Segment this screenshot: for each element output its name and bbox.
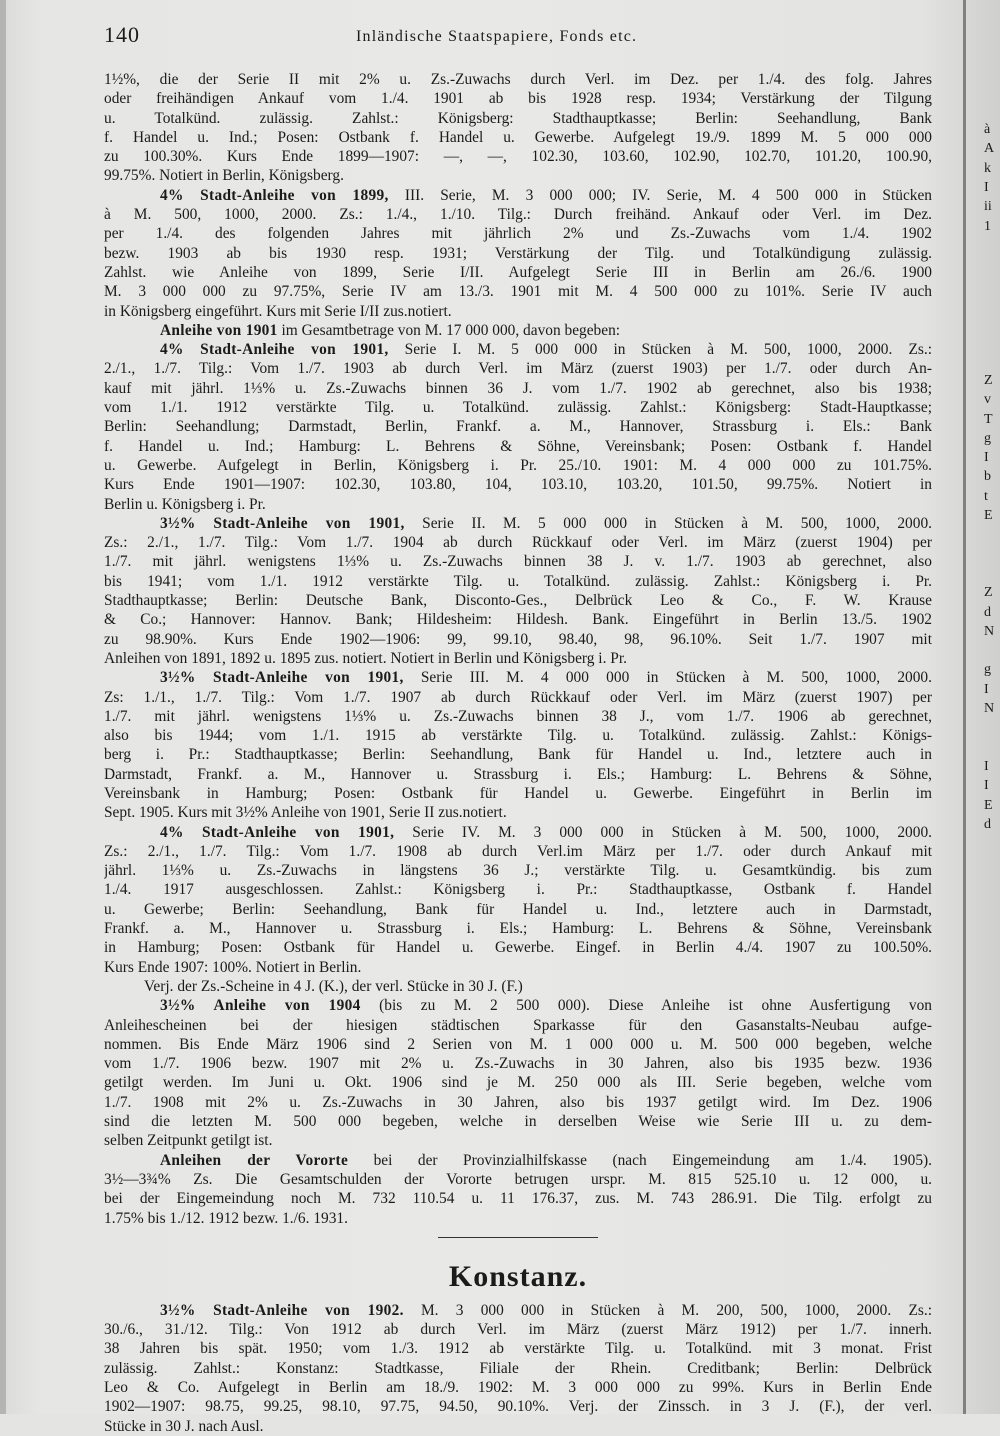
section-separator — [104, 1228, 932, 1247]
text-line — [104, 861, 932, 880]
line-text: 38 Jahren bis spät. 1950; vom 1./3. 1912 ab verstärkte Tilg. u. Totalkünd. mit 3 monat. Frist — [104, 1340, 932, 1358]
line-text: M. 3 000 000 in Stücken à M. 200, 500, 1000, 2000. Zs.: — [403, 1301, 932, 1319]
line-text: 1./7. mit jährl. wenigstens 1⅓% u. Zs.-Zuwachs binnen 38 J., vom 1./7. 1906 ab gerechnet, — [104, 707, 932, 725]
text-line — [104, 166, 932, 185]
paragraph — [104, 668, 932, 822]
line-text: 30./6., 31./12. Tilg.: Von 1912 ab durch Verl. im März (zuerst März 1912) per 1./7. innerh. — [104, 1321, 932, 1339]
paragraph — [104, 1151, 932, 1228]
text-line — [104, 340, 932, 359]
text-line — [104, 514, 932, 533]
line-text: III. Serie, M. 3 000 000; IV. Serie, M. 4 500 000 in Stücken — [388, 186, 932, 204]
article-body — [104, 70, 932, 1436]
text-line — [104, 823, 932, 842]
text-line — [104, 803, 932, 822]
text-line — [104, 552, 932, 571]
margin-fragment: I — [984, 450, 989, 466]
line-text: f. Handel u. Ind.; Hamburg: L. Behrens & Söhne, Vereinsbank; Posen: Ostbank f. Handel — [104, 437, 932, 455]
entry-heading: 3½% Anleihe von 1904 — [160, 997, 361, 1015]
line-text: sind die letzten M. 500 000 begeben, welche in derselben Weise wie Serie III u. zu dem- — [104, 1113, 932, 1131]
text-line — [104, 900, 932, 919]
text-line — [104, 398, 932, 417]
entry-heading: 3½% Stadt-Anleihe von 1901, — [160, 514, 405, 532]
margin-fragment: g — [984, 430, 991, 446]
text-line — [104, 745, 932, 764]
margin-fragment: T — [984, 411, 993, 427]
margin-fragment: N — [984, 701, 995, 716]
line-text: Vereinsbank in Hamburg; Posen: Ostbank für Handel u. Gewerbe. Eingeführt in Berlin im — [104, 784, 932, 802]
line-text: 1./7. 1908 mit 2% u. Zs.-Zuwachs in 30 Jahren, also bis 1937 getilgt wird. Im Dez. 1906 — [104, 1093, 932, 1111]
paragraph — [104, 340, 932, 514]
text-line — [104, 1093, 932, 1112]
text-line — [104, 1339, 932, 1358]
line-text: Sept. 1905. Kurs mit 3½% Anleihe von 1901, Serie II zus.notiert. — [104, 804, 507, 822]
section-heading: Konstanz. — [448, 1259, 588, 1293]
line-text: zulässig. Zahlst.: Konstanz: Stadtkasse, Filiale der Rhein. Creditbank; Berlin: Delbrück — [104, 1359, 932, 1377]
text-line — [104, 417, 932, 436]
text-line — [104, 1016, 932, 1035]
text-line — [104, 630, 932, 649]
margin-fragment: t — [984, 488, 988, 504]
margin-fragment: 1 — [984, 218, 991, 234]
text-line — [104, 1209, 932, 1228]
text-line — [104, 475, 932, 494]
line-text: Kurs Ende 1907: 100%. Notiert in Berlin. — [104, 958, 362, 976]
line-text: bei der Provinzialhilfskasse (nach Eingemeindung am 1./4. 1905). — [348, 1151, 932, 1169]
text-line — [104, 147, 932, 166]
text-line — [104, 1189, 932, 1208]
text-line — [104, 1112, 932, 1131]
text-line — [104, 533, 932, 552]
running-title: Inländische Staatspapiere, Fonds etc. — [356, 28, 638, 45]
text-line — [104, 89, 932, 108]
text-line — [104, 938, 932, 957]
line-text: u. Gewerbe; Berlin: Seehandlung, Bank für Handel u. Ind., letztere auch in Darmstadt, — [104, 900, 932, 918]
line-text: vom 1./7. 1906 bezw. 1907 mit 2% u. Zs.-Zuwachs in 30 Jahren, also bis 1935 bezw. 1936 — [104, 1055, 932, 1073]
line-text: Zs: 1./1., 1./7. Tilg.: Vom 1./7. 1907 ab durch Rückkauf oder Verl. im März (zuerst 1907) per — [104, 688, 932, 706]
margin-fragment: I — [984, 681, 989, 697]
paragraph — [104, 996, 932, 1150]
text-line — [104, 70, 932, 89]
line-text: per 1./4. des folgenden Jahres mit jährlich 2% und Zs.-Zuwachs vom 1./4. 1902 — [104, 225, 932, 243]
line-text: bezw. 1903 ab bis 1930 resp. 1931; Verstärkung der Tilg. und Totalkündigung zulässig. — [104, 244, 932, 262]
line-text: bei der Eingemeindung noch M. 732 110.54 u. 11 176.37, zus. M. 743 286.91. Die Tilg. erfolgt zu — [104, 1190, 932, 1208]
text-line — [104, 919, 932, 938]
line-text: Stücke in 30 J. nach Ausl. — [104, 1417, 264, 1435]
text-line — [104, 1054, 932, 1073]
text-line — [104, 1359, 932, 1378]
text-line — [104, 688, 932, 707]
line-text: u. Totalkünd. zulässig. Zahlst.: Königsberg: Stadthauptkasse; Berlin: Seehandlung, Bank — [104, 109, 932, 127]
page-number: 140 — [104, 22, 140, 47]
line-text: Anleihen von 1891, 1892 u. 1895 zus. notiert. Notiert in Berlin und Königsberg i. Pr. — [104, 649, 627, 667]
text-line — [104, 495, 932, 514]
line-text: u. Gewerbe. Aufgelegt in Berlin, Königsberg i. Pr. 25./10. 1901: M. 4 000 000 zu 101.75%. — [104, 456, 932, 474]
line-text: Serie II. M. 5 000 000 in Stücken à M. 500, 1000, 2000. — [404, 514, 932, 532]
margin-fragment: I — [984, 758, 989, 774]
text-line — [104, 1170, 932, 1189]
line-text: Verj. der Zs.-Scheine in 4 J. (K.), der verl. Stücke in 30 J. (F.) — [144, 977, 523, 995]
text-line — [104, 456, 932, 475]
line-text: Zs.: 2./1., 1./7. Tilg.: Vom 1./7. 1904 ab durch Rückkauf oder Verl. im März (zuerst 1904) per — [104, 534, 932, 552]
line-text: Berlin u. Königsberg i. Pr. — [104, 495, 266, 513]
line-text: 3½—3¾% Zs. Die Gesamtschulden der Vororte betrugen urspr. M. 815 525.10 u. 12 000, u. — [104, 1170, 932, 1188]
line-text: also bis 1944; vom 1./1. 1915 ab verstärkte Tilg. u. Totalkünd. zulässig. Zahlst.: Königs- — [104, 727, 932, 745]
line-text: Serie III. M. 4 000 000 in Stücken à M. 500, 1000, 2000. — [403, 669, 932, 687]
text-line — [104, 302, 932, 321]
line-text: f. Handel u. Ind.; Posen: Ostbank f. Handel u. Gewerbe. Aufgelegt 19./9. 1899 M. 5 000 000 — [104, 128, 932, 146]
text-line — [104, 321, 932, 340]
line-text: Anleihescheinen bei der hiesigen städtischen Sparkasse für den Gasanstalts-Neubau aufge- — [104, 1016, 932, 1034]
line-text: zu 100.30%. Kurs Ende 1899—1907: —, —, 102.30, 103.60, 102.90, 102.70, 101.20, 100.90, — [104, 148, 932, 166]
text-line — [104, 1378, 932, 1397]
separator-rule — [438, 1237, 598, 1238]
line-text: Frankf. a. M., Hannover u. Strassburg i. Els.; Hamburg: L. Behrens & Söhne, Vereinsbank — [104, 920, 932, 938]
text-line — [104, 610, 932, 629]
text-line — [104, 842, 932, 861]
line-text: 1./4. 1917 ausgeschlossen. Zahlst.: Königsberg i. Pr.: Stadthauptkasse, Ostbank f. Handel — [104, 881, 932, 899]
text-line — [104, 205, 932, 224]
paragraph — [104, 977, 932, 996]
margin-fragment: E — [984, 508, 993, 523]
line-text: Serie IV. M. 3 000 000 in Stücken à M. 500, 1000, 2000. — [394, 823, 932, 841]
margin-fragment: v — [984, 392, 991, 408]
text-line — [104, 379, 932, 398]
line-text: (bis zu M. 2 500 000). Diese Anleihe ist ohne Ausfertigung von — [360, 997, 932, 1015]
margin-fragment: g — [984, 662, 991, 678]
line-text: bis 1941; vom 1./1. 1912 verstärkte Tilg. u. Totalkünd. zulässig. Zahlst.: Königsberg i. Pr. — [104, 572, 932, 590]
line-text: Zahlst. wie Anleihe von 1899, Serie I/II. Aufgelegt Serie III in Berlin am 26./6. 1900 — [104, 263, 932, 281]
line-text: berg i. Pr.: Stadthauptkasse; Berlin: Seehandlung, Bank für Handel u. Ind., letztere auch in — [104, 746, 932, 764]
text-line — [104, 437, 932, 456]
text-line — [104, 1320, 932, 1339]
paragraph — [104, 186, 932, 321]
text-line — [104, 244, 932, 263]
line-text: Kurs Ende 1901—1907: 102.30, 103.80, 104, 103.10, 103.20, 101.50, 99.75%. Notiert in — [104, 476, 932, 494]
entry-heading: 4% Stadt-Anleihe von 1901, — [160, 823, 395, 841]
entry-heading: 3½% Stadt-Anleihe von 1902. — [160, 1301, 404, 1319]
text-line — [104, 1151, 932, 1170]
line-text: getilgt werden. Im Juni u. Okt. 1906 sind je M. 250 000 als III. Serie begeben, welche vom — [104, 1074, 932, 1092]
line-text: zu 98.90%. Kurs Ende 1902—1906: 99, 99.10, 98.40, 98, 96.10%. Seit 1./7. 1907 mit — [104, 630, 932, 648]
line-text: 99.75%. Notiert in Berlin, Königsberg. — [104, 167, 344, 185]
line-text: oder freihändigen Ankauf vom 1./4. 1901 ab bis 1928 resp. 1934; Verstärkung der Tilgung — [104, 90, 932, 108]
margin-fragment: A — [984, 141, 995, 157]
margin-fragment: k — [984, 160, 991, 176]
line-text: & Co.; Hannover: Hannov. Bank; Hildesheim: Hildesh. Bank. Eingeführt in Berlin 13./5. 1902 — [104, 611, 932, 629]
line-text: in Hamburg; Posen: Ostbank für Handel u. Gewerbe. Eingef. in Berlin 4./4. 1907 zu 100.50%. — [104, 939, 932, 957]
margin-fragment: Z — [984, 585, 993, 601]
text-line — [104, 263, 932, 282]
line-text: 1.75% bis 1./12. 1912 bezw. 1./6. 1931. — [104, 1209, 348, 1227]
text-line — [104, 224, 932, 243]
margin-fragment: Z — [984, 372, 993, 388]
line-text: Serie I. M. 5 000 000 in Stücken à M. 500, 1000, 2000. Zs.: — [388, 341, 932, 359]
text-line — [104, 649, 932, 668]
line-text: Stadthauptkasse; Berlin: Deutsche Bank, Disconto-Ges., Delbrück Leo & Co., F. W. Krause — [104, 592, 932, 610]
text-line — [104, 1131, 932, 1150]
text-line — [104, 707, 932, 726]
margin-fragment: b — [984, 469, 991, 485]
margin-fragment: I — [984, 778, 989, 794]
line-text: Darmstadt, Frankf. a. M., Hannover u. Strassburg i. Els.; Hamburg: L. Behrens & Söhne, — [104, 765, 932, 783]
text-line — [104, 591, 932, 610]
text-line — [104, 880, 932, 899]
paragraph — [104, 70, 932, 186]
entry-heading: Anleihen der Vororte — [160, 1151, 349, 1169]
text-line — [104, 958, 932, 977]
text-line — [104, 765, 932, 784]
page-left-edge-shadow — [0, 0, 6, 1414]
paragraph — [104, 823, 932, 977]
line-text: 2./1., 1./7. Tilg.: Vom 1./7. 1903 ab durch Verl. im März (zuerst 1903) per 1./7. oder durch An- — [104, 360, 932, 378]
line-text: jährl. 1⅓% u. Zs.-Zuwachs in längstens 36 J.; verstärkte Tilg. u. Gesamtkündig. bis zum — [104, 862, 932, 880]
line-text: kauf mit jährl. 1⅓% u. Zs.-Zuwachs binnen 36 J. vom 1./7. 1902 ab gerechnet, also bis 1938; — [104, 379, 932, 397]
line-text: im Gesamtbetrage von M. 17 000 000, davon begeben: — [277, 321, 621, 339]
line-text: Leo & Co. Aufgelegt in Berlin am 18./9. 1902: M. 3 000 000 zu 99%. Kurs in Berlin Ende — [104, 1379, 932, 1396]
text-line — [104, 282, 932, 301]
margin-fragment: d — [984, 604, 991, 620]
margin-fragment: d — [984, 816, 991, 832]
paragraph — [104, 321, 932, 340]
text-line — [104, 784, 932, 803]
text-line — [104, 1301, 932, 1320]
text-line — [104, 109, 932, 128]
line-text: nommen. Bis Ende März 1906 sind 2 Serien von M. 1 000 000 u. M. 500 000 begeben, welche — [104, 1035, 932, 1053]
line-text: à M. 500, 1000, 2000. Zs.: 1./4., 1./10. Tilg.: Durch freihänd. Ankauf oder Verl. im Dez. — [104, 206, 932, 224]
margin-fragment: N — [984, 623, 995, 639]
paragraph — [104, 514, 932, 668]
line-text: 1½%, die der Serie II mit 2% u. Zs.-Zuwachs durch Verl. im Dez. per 1./4. des folg. Jahres — [104, 71, 932, 88]
line-text: vom 1./1. 1912 verstärkte Tilg. u. Totalkünd. zulässig. Zahlst.: Königsberg: Stadt-Hauptkasse; — [104, 399, 932, 417]
text-line — [104, 668, 932, 687]
line-text: M. 3 000 000 zu 97.75%, Serie IV am 13./3. 1901 mit M. 4 500 000 zu 101%. Serie IV auch — [104, 283, 932, 301]
line-text: Berlin: Seehandlung; Darmstadt, Berlin, Frankf. a. M., Hannover, Strassburg i. Els.: Bank — [104, 418, 932, 436]
line-text: selben Zeitpunkt getilgt ist. — [104, 1132, 273, 1150]
binding-gutter-line — [963, 0, 966, 1414]
margin-fragment: I — [984, 179, 989, 195]
margin-fragment: E — [984, 797, 993, 813]
entry-heading: 4% Stadt-Anleihe von 1901, — [160, 341, 389, 359]
text-line — [104, 977, 932, 996]
text-line — [104, 726, 932, 745]
line-text: Zs.: 2./1., 1./7. Tilg.: Vom 1./7. 1908 ab durch Verl.im März per 1./7. oder durch Ankauf mit — [104, 842, 932, 860]
entry-heading: 3½% Stadt-Anleihe von 1901, — [160, 669, 404, 687]
text-line — [104, 1073, 932, 1092]
text-line — [104, 359, 932, 378]
paragraph — [104, 1301, 932, 1436]
text-line — [104, 996, 932, 1015]
line-text: 1902—1907: 98.75, 99.25, 98.10, 97.75, 94.50, 90.10%. Verj. der Zinssch. in 3 J. (F.), der verl. — [104, 1398, 932, 1416]
margin-fragment: à — [984, 122, 991, 137]
line-text: 1./7. mit jährl. wenigstens 1⅓% u. Zs.-Zuwachs binnen 38 J. v. 1./7. 1903 ab gerechnet, also — [104, 553, 932, 571]
line-text: in Königsberg eingeführt. Kurs mit Serie I/II zus.notiert. — [104, 302, 452, 320]
text-line — [104, 1035, 932, 1054]
text-line — [104, 572, 932, 591]
entry-heading: Anleihe von 1901 — [160, 321, 278, 339]
text-line — [104, 128, 932, 147]
text-line — [104, 186, 932, 205]
entry-heading: 4% Stadt-Anleihe von 1899, — [160, 186, 389, 204]
margin-fragment: ii — [984, 199, 992, 215]
text-line — [104, 1417, 932, 1436]
